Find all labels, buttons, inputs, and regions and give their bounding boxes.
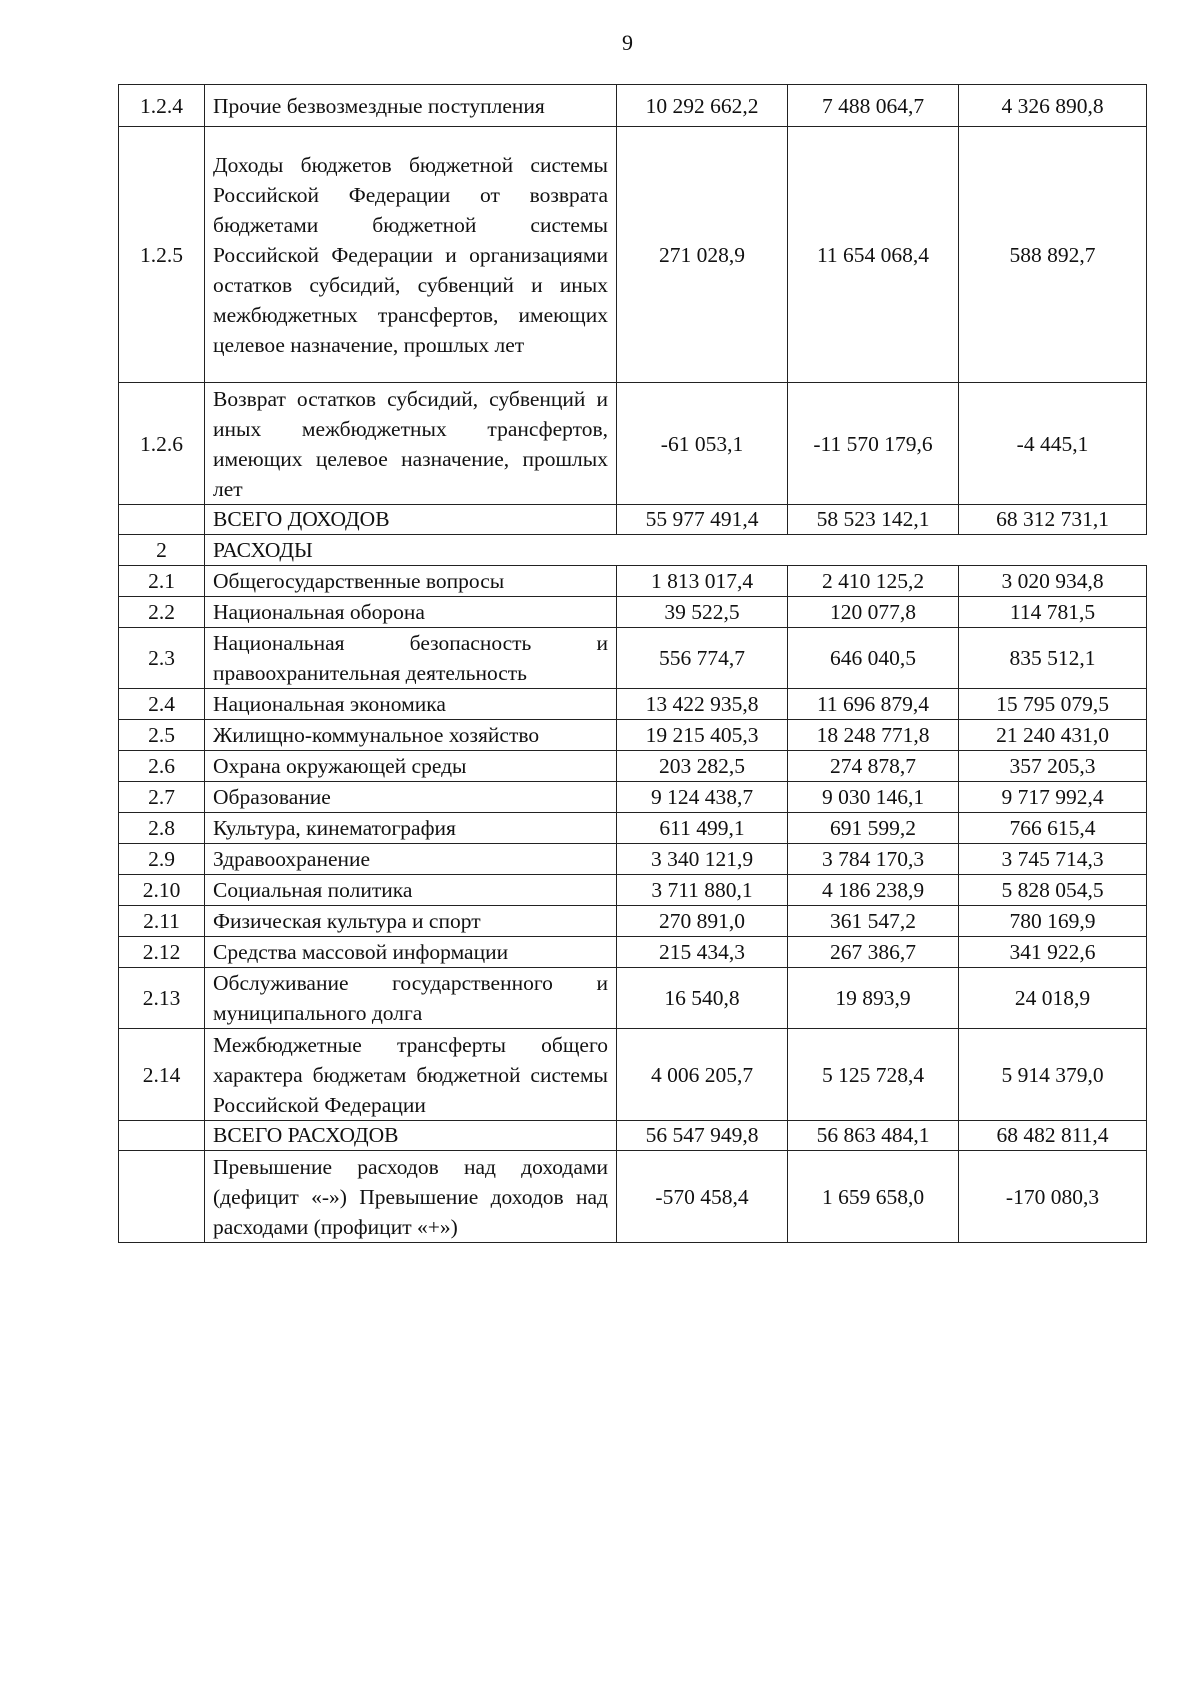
- table-row: [119, 85, 1147, 127]
- table-row: [119, 720, 1147, 751]
- table-row: [119, 751, 1147, 782]
- row-name: ВСЕГО РАСХОДОВ: [205, 1121, 617, 1151]
- table-row: [119, 566, 1147, 597]
- table-row: [119, 597, 1147, 628]
- row-value-2: 58 523 142,1: [788, 505, 959, 535]
- row-value-3: -4 445,1: [959, 383, 1147, 505]
- table-row: [119, 875, 1147, 906]
- row-value-3: 24 018,9: [959, 968, 1147, 1029]
- row-value-3: 21 240 431,0: [959, 720, 1147, 751]
- row-name: Прочие безвозмездные поступления: [205, 85, 617, 127]
- row-value-3: 588 892,7: [959, 127, 1147, 383]
- row-value-2: 691 599,2: [788, 813, 959, 844]
- row-name: Межбюджетные трансферты общего характера бюджетам бюджетной системы Российской Федерации: [205, 1029, 617, 1121]
- row-value-1: 611 499,1: [617, 813, 788, 844]
- row-value-2: 2 410 125,2: [788, 566, 959, 597]
- row-name: Превышение расходов над доходами (дефицит «-») Превышение доходов над расходами (профицит «+»): [205, 1151, 617, 1243]
- row-value-3: 357 205,3: [959, 751, 1147, 782]
- table-row: [119, 844, 1147, 875]
- table-row-total-expenses: [119, 1121, 1147, 1151]
- row-name: Средства массовой информации: [205, 937, 617, 968]
- row-name: Доходы бюджетов бюджетной системы Российской Федерации от возврата бюджетами бюджетной системы Российской Федерации и организациями остатков субсидий, субвенций и иных межбюджетных трансфертов, имеющих целевое назначение, прошлых лет: [205, 127, 617, 383]
- row-value-3: 9 717 992,4: [959, 782, 1147, 813]
- row-code: 2.6: [119, 751, 205, 782]
- row-value-1: 270 891,0: [617, 906, 788, 937]
- row-code: 1.2.4: [119, 85, 205, 127]
- row-code: 2.7: [119, 782, 205, 813]
- row-name: Культура, кинематография: [205, 813, 617, 844]
- row-value-1: 16 540,8: [617, 968, 788, 1029]
- row-value-3: 766 615,4: [959, 813, 1147, 844]
- row-name: Национальная оборона: [205, 597, 617, 628]
- table-row: [119, 383, 1147, 505]
- row-value-1: 39 522,5: [617, 597, 788, 628]
- row-name: Общегосударственные вопросы: [205, 566, 617, 597]
- row-value-2: 7 488 064,7: [788, 85, 959, 127]
- row-value-2: 1 659 658,0: [788, 1151, 959, 1243]
- row-value-2: 9 030 146,1: [788, 782, 959, 813]
- row-value-3: 4 326 890,8: [959, 85, 1147, 127]
- row-code: 2.1: [119, 566, 205, 597]
- row-value-1: 203 282,5: [617, 751, 788, 782]
- row-value-1: 55 977 491,4: [617, 505, 788, 535]
- page-number: 9: [622, 30, 633, 55]
- row-value-3: 114 781,5: [959, 597, 1147, 628]
- row-value-1: -61 053,1: [617, 383, 788, 505]
- row-value-3: 3 745 714,3: [959, 844, 1147, 875]
- table-row-total-income: [119, 505, 1147, 535]
- row-value-1: 3 340 121,9: [617, 844, 788, 875]
- row-value-1: 56 547 949,8: [617, 1121, 788, 1151]
- row-value-1: 13 422 935,8: [617, 689, 788, 720]
- row-code: [119, 505, 205, 535]
- row-code: 2.2: [119, 597, 205, 628]
- budget-table: [118, 84, 1147, 1243]
- row-name: Жилищно-коммунальное хозяйство: [205, 720, 617, 751]
- row-value-1: 1 813 017,4: [617, 566, 788, 597]
- row-value-3: 68 482 811,4: [959, 1121, 1147, 1151]
- table-row: [119, 906, 1147, 937]
- row-name: Физическая культура и спорт: [205, 906, 617, 937]
- row-value-3: 5 828 054,5: [959, 875, 1147, 906]
- row-code: [119, 1151, 205, 1243]
- row-name: РАСХОДЫ: [205, 535, 1147, 566]
- row-value-1: 19 215 405,3: [617, 720, 788, 751]
- table-row: [119, 937, 1147, 968]
- row-value-2: 11 654 068,4: [788, 127, 959, 383]
- row-value-3: 15 795 079,5: [959, 689, 1147, 720]
- row-value-3: -170 080,3: [959, 1151, 1147, 1243]
- row-name: Национальная экономика: [205, 689, 617, 720]
- row-value-2: 646 040,5: [788, 628, 959, 689]
- table-row: [119, 127, 1147, 383]
- row-value-2: 361 547,2: [788, 906, 959, 937]
- row-code: 2.11: [119, 906, 205, 937]
- row-name: Образование: [205, 782, 617, 813]
- row-value-1: 556 774,7: [617, 628, 788, 689]
- row-value-2: -11 570 179,6: [788, 383, 959, 505]
- row-code: 2.12: [119, 937, 205, 968]
- row-value-3: 3 020 934,8: [959, 566, 1147, 597]
- row-value-2: 4 186 238,9: [788, 875, 959, 906]
- row-code: 2.5: [119, 720, 205, 751]
- row-value-3: 341 922,6: [959, 937, 1147, 968]
- table-row: [119, 968, 1147, 1029]
- row-code: 2.13: [119, 968, 205, 1029]
- row-value-2: 274 878,7: [788, 751, 959, 782]
- row-value-2: 19 893,9: [788, 968, 959, 1029]
- row-value-3: 835 512,1: [959, 628, 1147, 689]
- table-row: [119, 628, 1147, 689]
- table-row: [119, 689, 1147, 720]
- row-value-2: 18 248 771,8: [788, 720, 959, 751]
- row-value-1: 3 711 880,1: [617, 875, 788, 906]
- row-code: 2.3: [119, 628, 205, 689]
- row-value-2: 267 386,7: [788, 937, 959, 968]
- row-value-2: 11 696 879,4: [788, 689, 959, 720]
- row-value-2: 3 784 170,3: [788, 844, 959, 875]
- row-name: Обслуживание государственного и муниципального долга: [205, 968, 617, 1029]
- table-row: [119, 813, 1147, 844]
- row-name: Охрана окружающей среды: [205, 751, 617, 782]
- row-name: Здравоохранение: [205, 844, 617, 875]
- row-value-1: 4 006 205,7: [617, 1029, 788, 1121]
- row-code: 2: [119, 535, 205, 566]
- table-row-section-expenses: [119, 535, 1147, 566]
- row-value-3: 5 914 379,0: [959, 1029, 1147, 1121]
- row-code: 2.14: [119, 1029, 205, 1121]
- row-code: 1.2.5: [119, 127, 205, 383]
- row-value-2: 5 125 728,4: [788, 1029, 959, 1121]
- row-value-1: 9 124 438,7: [617, 782, 788, 813]
- row-value-1: 215 434,3: [617, 937, 788, 968]
- row-name: Социальная политика: [205, 875, 617, 906]
- table-row: [119, 1029, 1147, 1121]
- row-code: 2.4: [119, 689, 205, 720]
- row-name: Возврат остатков субсидий, субвенций и иных межбюджетных трансфертов, имеющих целевое назначение, прошлых лет: [205, 383, 617, 505]
- row-value-1: 10 292 662,2: [617, 85, 788, 127]
- row-code: 1.2.6: [119, 383, 205, 505]
- row-code: [119, 1121, 205, 1151]
- row-value-2: 56 863 484,1: [788, 1121, 959, 1151]
- row-code: 2.10: [119, 875, 205, 906]
- row-value-1: 271 028,9: [617, 127, 788, 383]
- row-value-3: 780 169,9: [959, 906, 1147, 937]
- row-value-1: -570 458,4: [617, 1151, 788, 1243]
- table-row-balance: [119, 1151, 1147, 1243]
- table-row: [119, 782, 1147, 813]
- row-name: ВСЕГО ДОХОДОВ: [205, 505, 617, 535]
- row-code: 2.8: [119, 813, 205, 844]
- row-value-3: 68 312 731,1: [959, 505, 1147, 535]
- row-value-2: 120 077,8: [788, 597, 959, 628]
- row-name: Национальная безопасность и правоохранительная деятельность: [205, 628, 617, 689]
- row-code: 2.9: [119, 844, 205, 875]
